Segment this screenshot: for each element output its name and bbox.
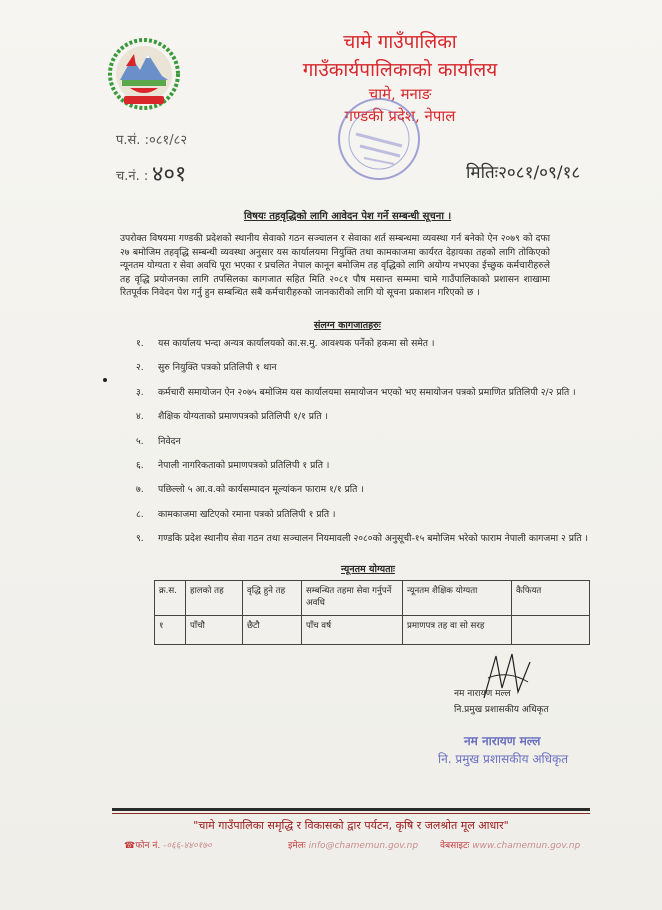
table-cell: १ bbox=[155, 616, 186, 645]
list-item bbox=[136, 336, 606, 360]
notice-body: उपरोक्त विषयमा गण्डकी प्रदेशको स्थानीय सेवाको गठन सञ्चालन र सेवाका शर्त सम्बन्धमा व्यवस्था गर्न बनेको ऐन २०७९ को दफा २७ बमोजिम तहवृद्धि सम्बन्धी व्यवस्था अनुसार यस कार्यालयमा नियुक्ति तथा कामकाजमा कार्यरत देहायका तहको लागि तोकिएको न्यूनतम योग्यता र सेवा अवधि पूरा भएका र प्रचलित नेपाल कानून बमोजिम तह वृद्धिको लागि अयोग्य नभएका ईच्छुक कर्मचारीहरुले तह वृद्धि प्रयोजनका लागि तपसिलका कागजात सहित मिति २०८१ पौष मसान्त सम्ममा चामे गाउँपालिकाको प्रशासन शाखामा रितपूर्वक निवेदन पेश गर्नु हुन सम्बन्धित सबै कर्मचारीहरुको जानकारीको लागि यो सूचना प्रकाशन गरिएको छ । bbox=[120, 233, 550, 298]
email-label: इमेलः bbox=[288, 841, 306, 851]
phone-value: -०६६-४४०१७० bbox=[163, 841, 212, 851]
col-header-service-period: सम्बन्धित तहमा सेवा गर्नुपर्ने अवधि bbox=[302, 581, 403, 616]
item-number: ४. bbox=[136, 411, 144, 423]
phone-icon: ☎ bbox=[124, 841, 136, 851]
website-value[interactable]: www.chamemun.gov.np bbox=[472, 841, 581, 851]
letter-date: मितिः२०८१/०९/१८ bbox=[466, 163, 581, 183]
item-text: सुरु नियुक्ति पत्रको प्रतिलिपी १ थान bbox=[158, 362, 277, 374]
footer-divider bbox=[112, 808, 590, 811]
col-header-promoted-level: वृद्धि हुने तह bbox=[243, 581, 302, 616]
table-header-row bbox=[155, 581, 590, 616]
province-country: गण्डकी प्रदेश, नेपाल bbox=[344, 107, 456, 125]
footer-motto: "चामे गाउँपालिका समृद्धि र विकासको द्वार पर्यटन, कृषि र जलश्रोत मूल आधार" bbox=[193, 819, 509, 832]
title-stamp: नि. प्रमुख प्रशासकीय अधिकृत bbox=[438, 752, 569, 766]
subject-line: विषयः तहवृद्धिको लागि आवेदन पेश गर्ने सम्बन्धी सूचना । bbox=[244, 211, 452, 222]
item-number: १. bbox=[136, 338, 144, 349]
list-item bbox=[136, 434, 606, 458]
item-text: निवेदन bbox=[158, 435, 181, 447]
email-value[interactable]: info@chamemun.gov.np bbox=[308, 841, 419, 851]
dispatch-number-label: च.नं. : bbox=[116, 169, 149, 184]
list-item bbox=[136, 409, 606, 433]
office-address: चामे, मनाङ bbox=[368, 85, 432, 103]
col-header-min-qualification: न्यूनतम शैक्षिक योग्यता bbox=[403, 581, 512, 616]
phone-label: फोन नं. bbox=[135, 841, 161, 851]
item-text: नेपाली नागरिकताको प्रमाणपत्रको प्रतिलिपी १ प्रति । bbox=[158, 459, 330, 471]
footer-website bbox=[440, 838, 580, 851]
item-text: कर्मचारी समायोजन ऐन २०७५ बमोजिम यस कार्यालयमा समायोजन भएको भए समायोजन पत्रको प्रमाणित प्रतिलिपी २/२ प्रति । bbox=[158, 386, 576, 398]
office-name: गाउँकार्यपालिकाको कार्यालय bbox=[302, 59, 498, 81]
table-cell: पाँचौ bbox=[186, 616, 243, 645]
item-number: ८. bbox=[136, 508, 144, 520]
table-cell bbox=[512, 616, 590, 645]
item-number: ७. bbox=[136, 484, 144, 496]
table-cell: पाँच वर्ष bbox=[302, 616, 403, 645]
list-item bbox=[136, 482, 606, 506]
attachments-list bbox=[136, 336, 606, 556]
attachments-heading: संलग्न कागजातहरुः bbox=[314, 320, 381, 331]
website-label: वेबसाइटः bbox=[440, 841, 470, 851]
table-cell: छैटौ bbox=[243, 616, 302, 645]
col-header-current-level: हालको तह bbox=[186, 581, 243, 616]
item-number: २. bbox=[136, 362, 144, 374]
item-number: ५. bbox=[136, 435, 144, 447]
item-text: पछिल्लो ५ आ.व.को कार्यसम्पादन मूल्यांकन फाराम १/१ प्रति । bbox=[158, 484, 364, 496]
qualification-table bbox=[154, 580, 590, 645]
item-number: ९. bbox=[136, 533, 144, 545]
list-item bbox=[136, 507, 606, 531]
office-stamp-seal bbox=[334, 94, 424, 184]
handwritten-signature bbox=[478, 648, 538, 708]
col-header-sn: क्र.स. bbox=[155, 581, 186, 616]
name-stamp: नम नारायण मल्ल bbox=[464, 734, 541, 748]
list-item bbox=[136, 360, 606, 384]
table-row bbox=[155, 616, 590, 645]
qualification-heading: न्यूनतम योग्यताः bbox=[341, 564, 395, 575]
signatory-title: नि.प्रमुख प्रशासकीय अधिकृत bbox=[454, 705, 549, 715]
item-text: गण्डकि प्रदेश स्थानीय सेवा गठन तथा सञ्चालन नियमावली २०८०को अनुसूची-१५ बमोजिम भरेको फाराम नेपाली कागजमा २ प्रति । bbox=[158, 533, 588, 545]
ink-dot bbox=[103, 378, 107, 382]
nepal-emblem-logo bbox=[106, 36, 182, 112]
dispatch-number-value: ४०१ bbox=[152, 162, 187, 187]
table-cell: प्रमाणपत्र तह वा सो सरह bbox=[403, 616, 512, 645]
item-text: कामकाजमा खटिएको रमाना पत्रको प्रतिलिपी १ प्रति । bbox=[158, 508, 336, 520]
footer-email bbox=[288, 838, 418, 851]
item-number: ३. bbox=[136, 386, 144, 398]
signatory-name: नम नारायण मल्ल bbox=[454, 689, 511, 699]
col-header-remarks: कैफियत bbox=[512, 581, 590, 616]
item-text: शैक्षिक योग्यताको प्रमाणपत्रको प्रतिलिपी १/१ प्रति । bbox=[158, 411, 328, 423]
footer-phone bbox=[124, 838, 212, 851]
reference-number: प.सं. :०८१/८२ bbox=[116, 133, 188, 148]
list-item bbox=[136, 531, 606, 555]
list-item bbox=[136, 385, 606, 409]
footer-divider-thin bbox=[112, 813, 590, 814]
list-item bbox=[136, 458, 606, 482]
item-number: ६. bbox=[136, 459, 144, 471]
municipality-name: चामे गाउँपालिका bbox=[343, 31, 457, 53]
item-text: यस कार्यालय भन्दा अन्यत्र कार्यालयको का.स.मु. आवश्यक पर्नेको हकमा सो समेत । bbox=[158, 338, 435, 349]
